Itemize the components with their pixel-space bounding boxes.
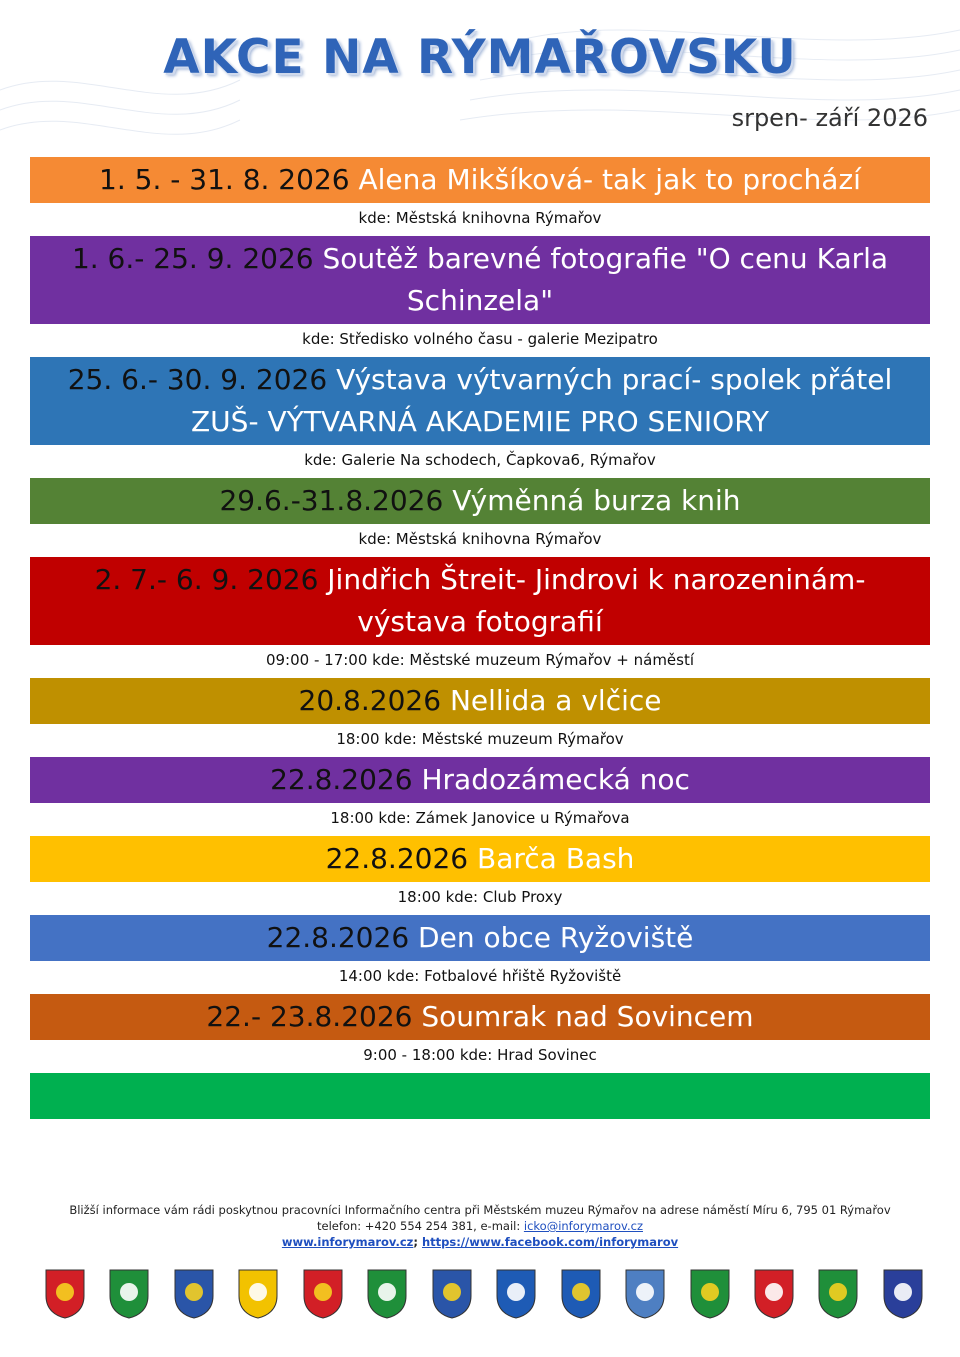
emblem-horse-icon bbox=[560, 1268, 602, 1328]
event-date: 22.8.2026 bbox=[325, 842, 469, 875]
event-location: kde: Městská knihovna Rýmařov bbox=[358, 530, 602, 548]
event-bar bbox=[30, 757, 930, 803]
event-name: Hradozámecká noc bbox=[421, 763, 690, 796]
event-bar bbox=[30, 678, 930, 724]
event-date: 1. 5. - 31. 8. 2026 bbox=[99, 163, 350, 196]
event-location: 18:00 kde: Club Proxy bbox=[397, 888, 563, 906]
event-name: Alena Mikšíková- tak jak to prochází bbox=[358, 163, 861, 196]
event-location: 09:00 - 17:00 kde: Městské muzeum Rýmařov + náměstí bbox=[265, 651, 695, 669]
event-bar bbox=[30, 915, 930, 961]
emblem-leaves-icon bbox=[817, 1268, 859, 1328]
event-bar bbox=[30, 157, 930, 203]
event-date: 22.- 23.8.2026 bbox=[206, 1000, 413, 1033]
event-name: Den obce Ryžoviště bbox=[418, 921, 694, 954]
emblem-sword-icon bbox=[624, 1268, 666, 1328]
footer-separator: ; bbox=[413, 1235, 422, 1249]
event-bar bbox=[30, 836, 930, 882]
municipality-emblems bbox=[44, 1268, 924, 1328]
event-date: 22.8.2026 bbox=[266, 921, 410, 954]
footer-facebook-link[interactable]: https://www.facebook.com/inforymarov bbox=[421, 1235, 679, 1249]
event-location: 9:00 - 18:00 kde: Hrad Sovinec bbox=[363, 1046, 597, 1064]
page-title: AKCE NA RÝMAŘOVSKU bbox=[163, 30, 797, 85]
event-location: 14:00 kde: Fotbalové hřiště Ryžoviště bbox=[338, 967, 622, 985]
event-date: 1. 6.- 25. 9. 2026 bbox=[71, 242, 314, 275]
event-location: kde: Galerie Na schodech, Čapkova6, Rýmařov bbox=[304, 451, 656, 469]
footer-web-link[interactable]: www.inforymarov.cz bbox=[281, 1235, 414, 1249]
event-name: Jindřich Štreit- Jindrovi k narozeninám- výstava fotografií bbox=[327, 563, 866, 638]
event-bar bbox=[30, 557, 930, 645]
emblem-hammers-icon bbox=[108, 1268, 150, 1328]
footer-email-link[interactable]: icko@inforymarov.cz bbox=[523, 1219, 643, 1233]
event-date: 29.6.-31.8.2026 bbox=[219, 484, 444, 517]
footer bbox=[0, 1202, 960, 1250]
emblem-eagle-icon bbox=[753, 1268, 795, 1328]
emblem-cross-icon bbox=[366, 1268, 408, 1328]
footer-contact bbox=[0, 1218, 960, 1234]
event-name: Výměnná burza knih bbox=[452, 484, 741, 517]
emblem-tree-icon bbox=[689, 1268, 731, 1328]
footer-phone: telefon: +420 554 254 381, e-mail: bbox=[317, 1219, 524, 1233]
event-date: 22.8.2026 bbox=[270, 763, 413, 796]
event-location: 18:00 kde: Zámek Janovice u Rýmařova bbox=[330, 809, 630, 827]
event-bar bbox=[30, 236, 930, 324]
event-location: 18:00 kde: Městské muzeum Rýmařov bbox=[336, 730, 624, 748]
event-bar bbox=[30, 357, 930, 445]
event-name: Barča Bash bbox=[477, 842, 635, 875]
event-location: kde: Středisko volného času - galerie Mezipatro bbox=[302, 330, 658, 348]
event-date: 2. 7.- 6. 9. 2026 bbox=[94, 563, 319, 596]
page-subtitle: srpen- září 2026 bbox=[731, 104, 928, 132]
emblem-knight-icon bbox=[302, 1268, 344, 1328]
event-bar bbox=[30, 478, 930, 524]
event-location: kde: Městská knihovna Rýmařov bbox=[358, 209, 602, 227]
event-bar bbox=[30, 994, 930, 1040]
footer-links bbox=[0, 1234, 960, 1250]
emblem-face-icon bbox=[44, 1268, 86, 1328]
event-name: Výstava výtvarných prací- spolek přátel ZUŠ- VÝTVARNÁ AKADEMIE PRO SENIORY bbox=[191, 363, 893, 438]
emblem-dog-icon bbox=[882, 1268, 924, 1328]
event-date: 25. 6.- 30. 9. 2026 bbox=[67, 363, 328, 396]
footer-info: Bližší informace vám rádi poskytnou pracovníci Informačního centra při Městském muzeu Rýmařov na adrese náměstí Míru 6, 795 01 Rýmařov bbox=[69, 1203, 891, 1217]
event-name: Soumrak nad Sovincem bbox=[421, 1000, 754, 1033]
emblem-hammers-gold-icon bbox=[237, 1268, 279, 1328]
event-date: 20.8.2026 bbox=[298, 684, 442, 717]
event-name: Nellida a vlčice bbox=[449, 684, 662, 717]
emblem-cross-blue-icon bbox=[495, 1268, 537, 1328]
event-name: Soutěž barevné fotografie "O cenu Karla Schinzela" bbox=[322, 242, 889, 317]
event-list bbox=[30, 157, 930, 1119]
emblem-trees-icon bbox=[173, 1268, 215, 1328]
emblem-grapes-icon bbox=[431, 1268, 473, 1328]
empty-event-bar bbox=[30, 1073, 930, 1119]
